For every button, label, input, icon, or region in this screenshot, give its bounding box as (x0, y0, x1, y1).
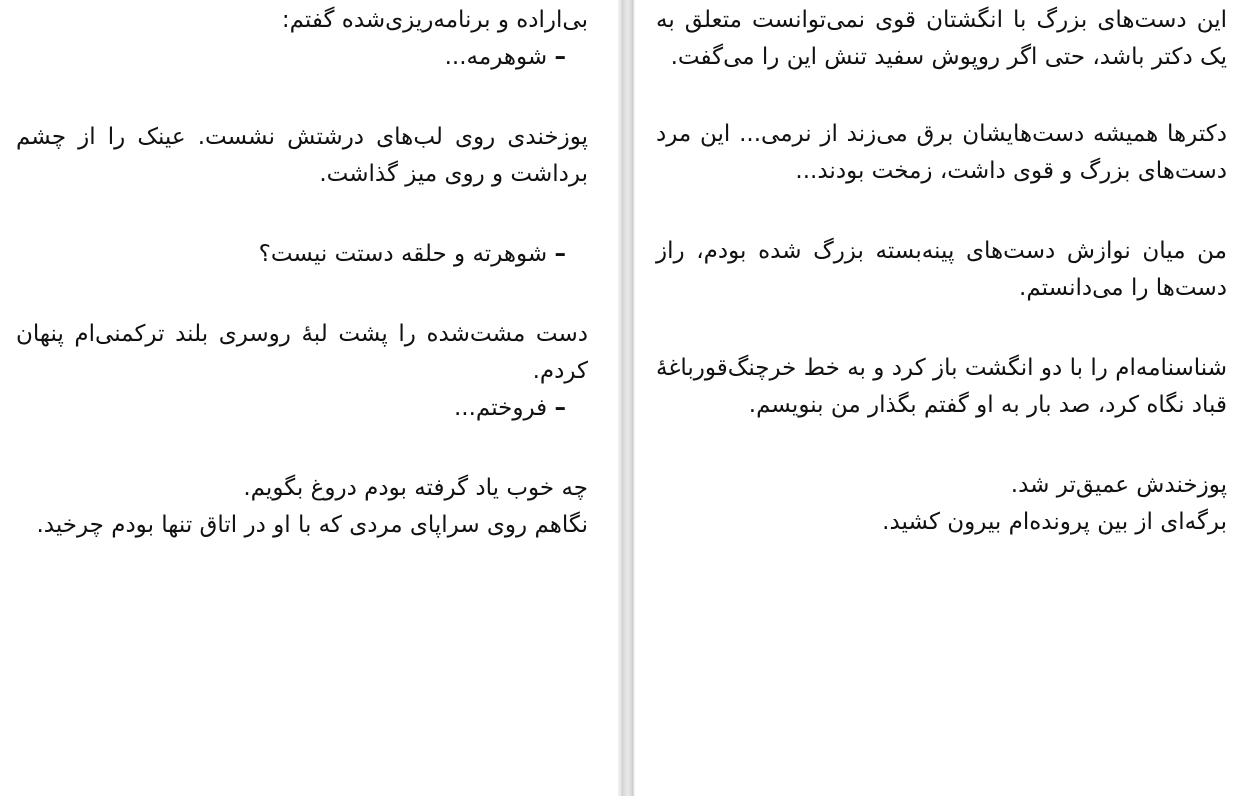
right-page (636, 0, 1257, 796)
dialogue-dash: – (554, 395, 566, 421)
narration-paragraph: این دست‌های بزرگ با انگشتان قوی نمی‌توانست متعلق به یک دکتر باشد، حتی اگر روپوش سفید تنش این را می‌گفت. (656, 7, 1227, 70)
narration-paragraph: دکترها همیشه دست‌هایشان برق می‌زند از نرمی... این مرد دست‌های بزرگ و قوی داشت، زمخت بودند... (656, 121, 1227, 184)
narration-paragraph: نگاهم روی سراپای مردی که با او در اتاق تنها بودم چرخید. (36, 512, 588, 538)
dialogue-dash: – (554, 44, 566, 70)
narration-paragraph: من میان نوازش دست‌های پینه‌بسته بزرگ شده بودم، راز دست‌ها را می‌دانستم. (656, 238, 1227, 301)
dialogue-text: فروختم... (453, 395, 548, 421)
page-gutter (618, 0, 636, 796)
narration-paragraph: برگه‌ای از بین پرونده‌ام بیرون کشید. (882, 509, 1227, 535)
left-page (0, 0, 618, 796)
narration-paragraph: چه خوب یاد گرفته بودم دروغ بگویم. (243, 475, 588, 501)
dialogue-line (16, 39, 566, 76)
dialogue-text: شوهرمه... (444, 44, 548, 70)
dialogue-dash: – (554, 241, 566, 267)
narration-paragraph: پوزخندی روی لب‌های درشتش نشست. عینک را از چشم برداشت و روی میز گذاشت. (16, 124, 588, 187)
narration-paragraph: پوزخندش عمیق‌تر شد. (1010, 472, 1227, 498)
dialogue-line (16, 390, 566, 427)
narration-paragraph: دست مشت‌شده را پشت لبهٔ روسری بلند ترکمنی‌ام پنهان کردم. (16, 321, 588, 384)
dialogue-text: شوهرته و حلقه دستت نیست؟ (258, 241, 548, 267)
narration-paragraph: شناسنامه‌ام را با دو انگشت باز کرد و به خط خرچنگ‌قورباغهٔ قباد نگاه کرد، صد بار به او گفتم بگذار من بنویسم. (656, 355, 1227, 418)
dialogue-line (16, 236, 566, 273)
narration-paragraph: بی‌اراده و برنامه‌ریزی‌شده گفتم: (281, 7, 588, 33)
